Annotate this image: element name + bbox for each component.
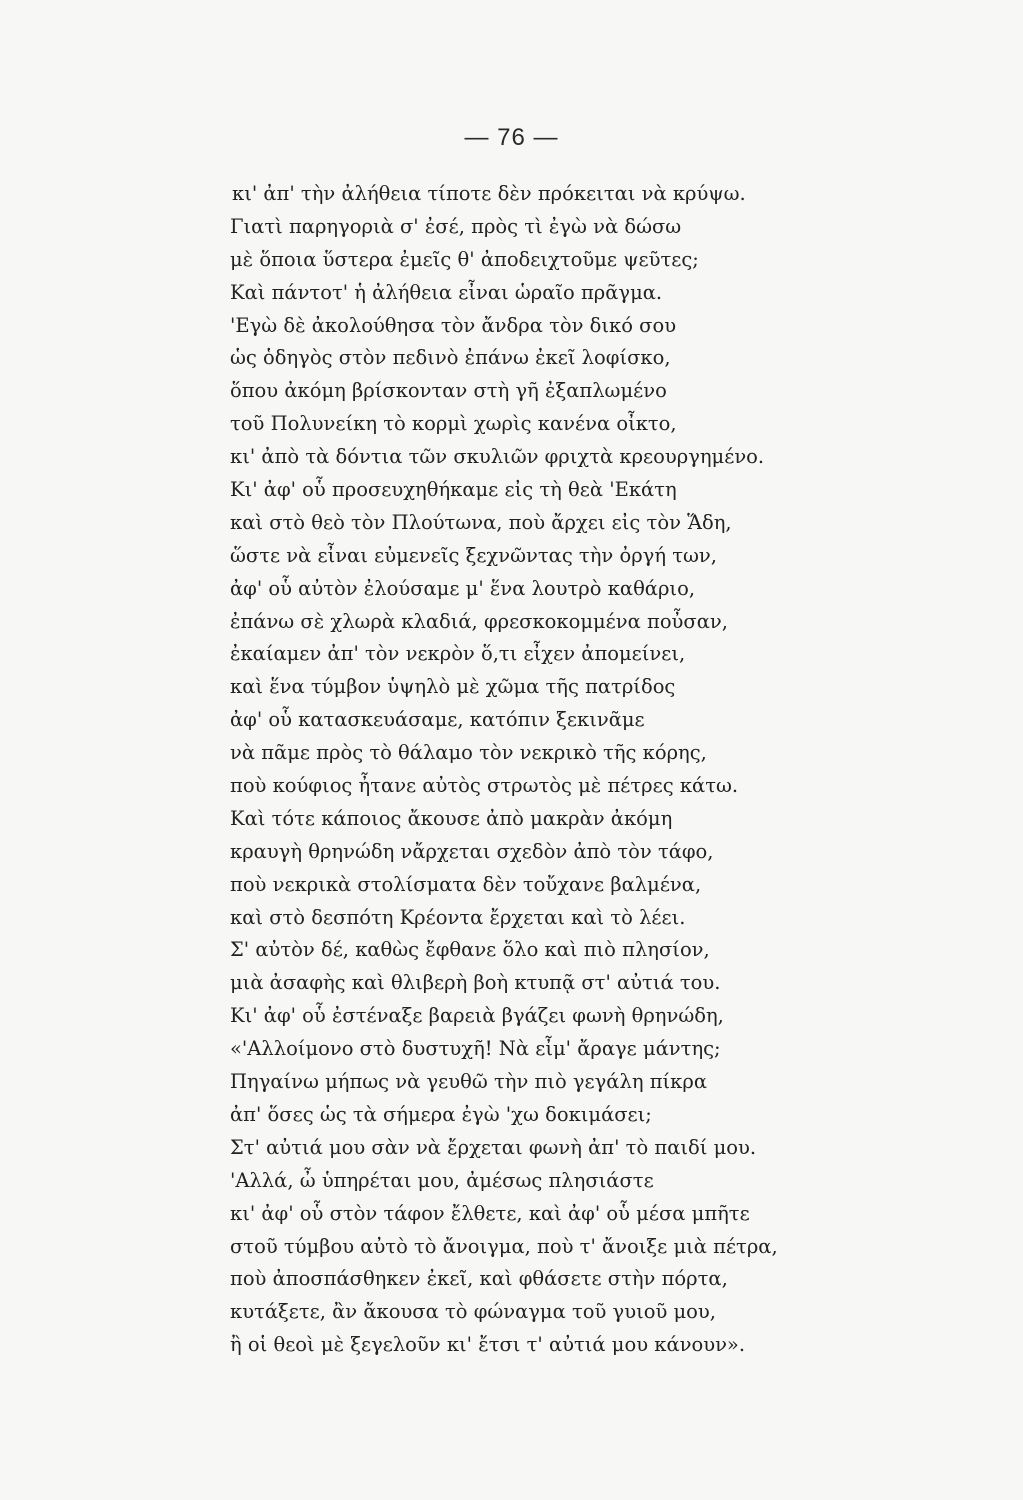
verse-line: νὰ πᾶμε πρὸς τὸ θάλαμο τὸν νεκρικὸ τῆς κόρης,	[230, 741, 707, 765]
verse-line: ὥστε νὰ εἶναι εὐμενεῖς ξεχνῶντας τὴν ὀργή των,	[230, 543, 717, 567]
verse-line: καὶ στὸ δεσπότη Κρέοντα ἔρχεται καὶ τὸ λέει.	[230, 905, 686, 929]
verse-line: Στ' αὐτιά μου σὰν νὰ ἔρχεται φωνὴ ἀπ' τὸ παιδί μου.	[230, 1135, 757, 1159]
verse-line: Κι' ἀφ' οὗ ἐστέναξε βαρειὰ βγάζει φωνὴ θρηνώδη,	[230, 1004, 724, 1028]
verse-line: τοῦ Πολυνείκη τὸ κορμὶ χωρὶς κανένα οἶκτο,	[230, 412, 677, 436]
verse-line: ἀφ' οὗ αὐτὸν ἐλούσαμε μ' ἕνα λουτρὸ καθάριο,	[230, 576, 696, 600]
verse-line: ποὺ ἀποσπάσθηκεν ἐκεῖ, καὶ φθάσετε στὴν πόρτα,	[230, 1267, 728, 1291]
verse-line: Σ' αὐτὸν δέ, καθὼς ἔφθανε ὅλο καὶ πιὸ πλησίον,	[230, 938, 710, 962]
verse-line: μιὰ ἀσαφὴς καὶ θλιβερὴ βοὴ κτυπᾷ στ' αὐτιά του.	[230, 971, 721, 995]
verse-line: καὶ ἕνα τύμβον ὑψηλὸ μὲ χῶμα τῆς πατρίδος	[230, 675, 676, 699]
verse-line: μὲ ὅποια ὕστερα ἐμεῖς θ' ἀποδειχτοῦμε ψεῦτες;	[230, 247, 699, 271]
verse-line: Γιατὶ παρηγοριὰ σ' ἐσέ, πρὸς τὶ ἐγὼ νὰ δώσω	[230, 214, 682, 238]
verse-line: ἐκαίαμεν ἀπ' τὸν νεκρὸν ὅ,τι εἶχεν ἀπομείνει,	[230, 642, 686, 666]
verse-line: στοῦ τύμβου αὐτὸ τὸ ἄνοιγμα, ποὺ τ' ἄνοιξε μιὰ πέτρα,	[230, 1234, 778, 1258]
verse-line: 'Αλλά, ὦ ὑπηρέται μου, ἀμέσως πλησιάστε	[230, 1168, 654, 1192]
verse-line: κι' ἀφ' οὗ στὸν τάφον ἔλθετε, καὶ ἀφ' οὗ μέσα μπῆτε	[230, 1201, 750, 1225]
verse-line: Καὶ πάντοτ' ἡ ἀλήθεια εἶναι ὡραῖο πρᾶγμα.	[230, 280, 663, 304]
verse-line: κραυγὴ θρηνώδη νἄρχεται σχεδὸν ἀπὸ τὸν τάφο,	[230, 839, 714, 863]
verse-line: ὅπου ἀκόμη βρίσκονταν στὴ γῆ ἐξαπλωμένο	[230, 379, 667, 403]
verse-line: ἀφ' οὗ κατασκευάσαμε, κατόπιν ξεκινᾶμε	[230, 708, 645, 732]
verse-line: ἢ οἱ θεοὶ μὲ ξεγελοῦν κι' ἔτσι τ' αὐτιά μου κάνουν».	[230, 1333, 746, 1357]
verse-text	[230, 178, 1010, 1362]
verse-line: 'Εγὼ δὲ ἀκολούθησα τὸν ἄνδρα τὸν δικό σου	[230, 313, 677, 337]
verse-line: ἐπάνω σὲ χλωρὰ κλαδιά, φρεσκοκομμένα ποὖσαν,	[230, 609, 728, 633]
verse-line: Καὶ τότε κάποιος ἄκουσε ἀπὸ μακρὰν ἀκόμη	[230, 806, 673, 830]
verse-line: ποὺ κούφιος ἦτανε αὐτὸς στρωτὸς μὲ πέτρες κάτω.	[230, 774, 739, 798]
verse-line: ὡς ὁδηγὸς στὸν πεδινὸ ἐπάνω ἐκεῖ λοφίσκο,	[230, 346, 671, 370]
verse-line: Πηγαίνω μήπως νὰ γευθῶ τὴν πιὸ γεγάλη πίκρα	[230, 1070, 707, 1094]
verse-line: καὶ στὸ θεὸ τὸν Πλούτωνα, ποὺ ἄρχει εἰς τὸν Ἅδη,	[230, 510, 732, 534]
verse-line: «'Αλλοίμονο στὸ δυστυχῆ! Νὰ εἶμ' ἄραγε μάντης;	[230, 1037, 721, 1061]
verse-line: κι' ἀπ' τὴν ἀλήθεια τίποτε δὲν πρόκειται νὰ κρύψω.	[232, 182, 746, 205]
verse-line: κι' ἀπὸ τὰ δόντια τῶν σκυλιῶν φριχτὰ κρεουργημένο.	[230, 445, 765, 469]
verse-line: κυτάξετε, ἂν ἄκουσα τὸ φώναγμα τοῦ γυιοῦ μου,	[230, 1300, 716, 1324]
verse-line: Κι' ἀφ' οὗ προσευχηθήκαμε εἰς τὴ θεὰ 'Εκάτη	[230, 478, 677, 502]
verse-line: ποὺ νεκρικὰ στολίσματα δὲν τοὔχανε βαλμένα,	[230, 872, 702, 896]
verse-line: ἀπ' ὅσες ὡς τὰ σήμερα ἐγὼ 'χω δοκιμάσει;	[230, 1102, 652, 1126]
page-number: — 76 —	[464, 124, 559, 151]
